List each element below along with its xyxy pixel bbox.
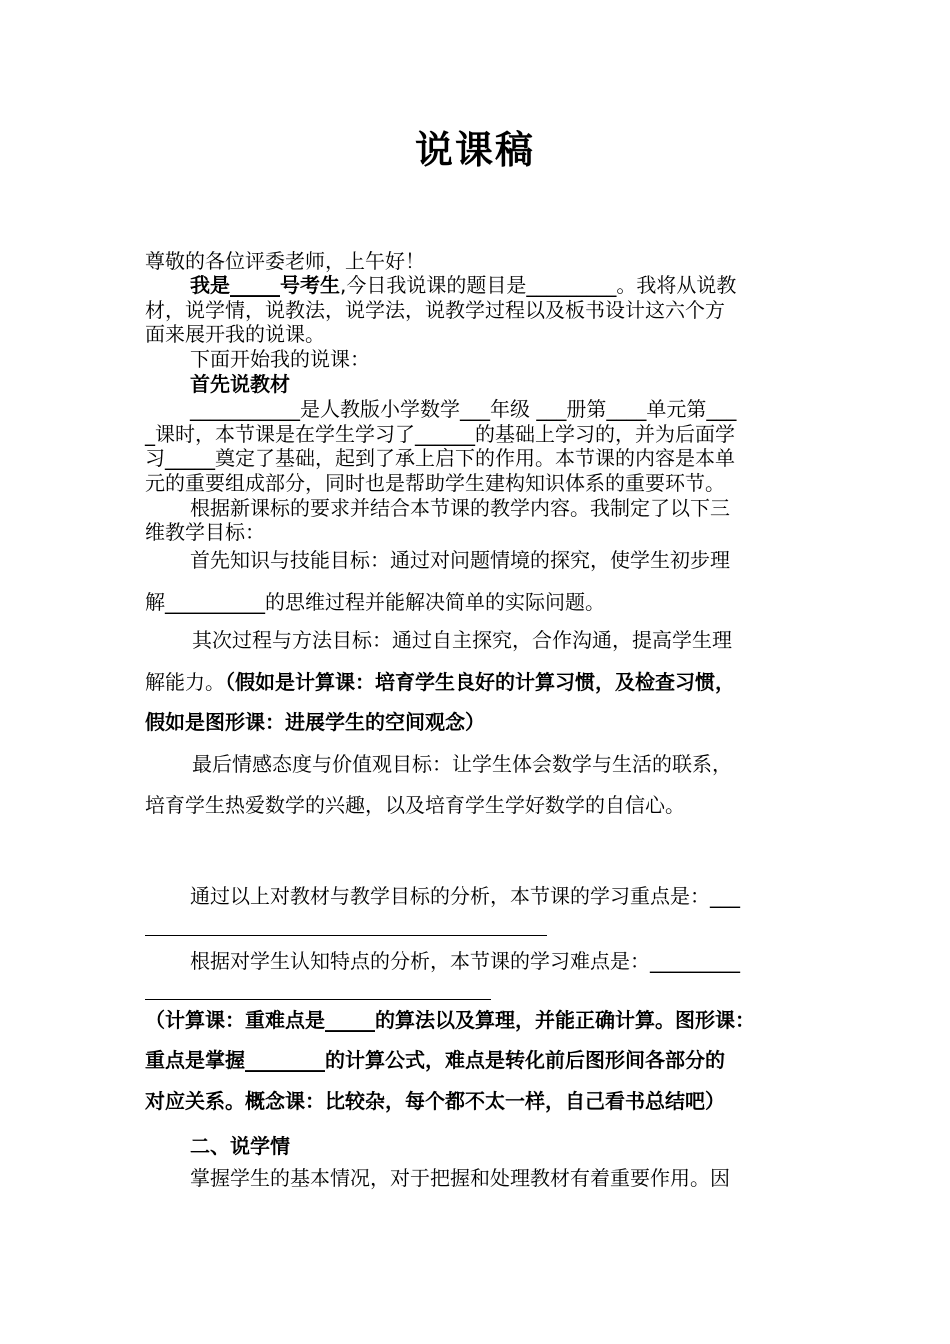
paragraph-line: 材，说学情，说教法，说学法，说教学过程以及板书设计这六个方: [145, 298, 725, 322]
paragraph-line: ___________是人教版小学数学___年级 ___册第____单元第___: [190, 397, 737, 421]
paragraph-line: 面来展开我的说课。: [145, 322, 325, 346]
blank-rule: [145, 999, 491, 1000]
difficulty-line: 根据对学生认知特点的分析，本节课的学习难点是：_________: [190, 949, 740, 973]
note-line: 重点是掌握________的计算公式，难点是转化前后图形间各部分的: [145, 1048, 725, 1072]
paragraph-line: 元的重要组成部分，同时也是帮助学生建构知识体系的重要环节。: [145, 471, 725, 495]
paragraph-line: 下面开始我的说课：: [190, 347, 370, 371]
paragraph-line: 培育学生热爱数学的兴趣，以及培育学生学好数学的自信心。: [145, 793, 685, 817]
paragraph-line: _课时，本节课是在学生学习了______的基础上学习的，并为后面学: [145, 422, 735, 446]
paragraph-line: [145, 670, 735, 694]
paragraph-line: 最后情感态度与价值观目标：让学生体会数学与生活的联系，: [192, 752, 732, 776]
note-line: （计算课：重难点是_____的算法以及算理，并能正确计算。图形课：: [145, 1008, 755, 1032]
candidate-number: 我是_____号考生: [190, 273, 340, 297]
note-text: （假如是计算课：培育学生良好的计算习惯，及检查习惯，: [225, 670, 735, 694]
blank-rule: [145, 935, 547, 936]
page-title: 说课稿: [414, 128, 535, 172]
paragraph-line: 首先知识与技能目标：通过对问题情境的探究，使学生初步理: [190, 548, 730, 572]
paragraph-line: 掌握学生的基本情况，对于把握和处理教材有着重要作用。因: [190, 1166, 730, 1190]
note-line: 假如是图形课：进展学生的空间观念）: [145, 710, 485, 734]
paragraph-line: 习_____奠定了基础，起到了承上启下的作用。本节课的内容是本单: [145, 446, 735, 470]
note-line: 对应关系。概念课：比较杂，每个都不太一样，自己看书总结吧）: [145, 1089, 725, 1113]
paragraph-line: 其次过程与方法目标：通过自主探究，合作沟通，提高学生理: [192, 628, 732, 652]
section-heading: 二、说学情: [190, 1134, 290, 1158]
intro-line: [190, 273, 736, 297]
paragraph-line: 根据新课标的要求并结合本节课的教学内容。我制定了以下三: [190, 496, 730, 520]
key-point-line: 通过以上对教材与教学目标的分析，本节课的学习重点是：___: [190, 884, 740, 908]
paragraph-line: 维教学目标：: [145, 520, 265, 544]
paragraph-text: 解能力。: [145, 670, 225, 694]
topic-text: ,今日我说课的题目是_________。我将从说教: [340, 273, 737, 297]
paragraph-line: 解__________的思维过程并能解决简单的实际问题。: [145, 590, 605, 614]
greeting: 尊敬的各位评委老师，上午好！: [145, 249, 425, 273]
section-heading: 首先说教材: [190, 372, 290, 396]
